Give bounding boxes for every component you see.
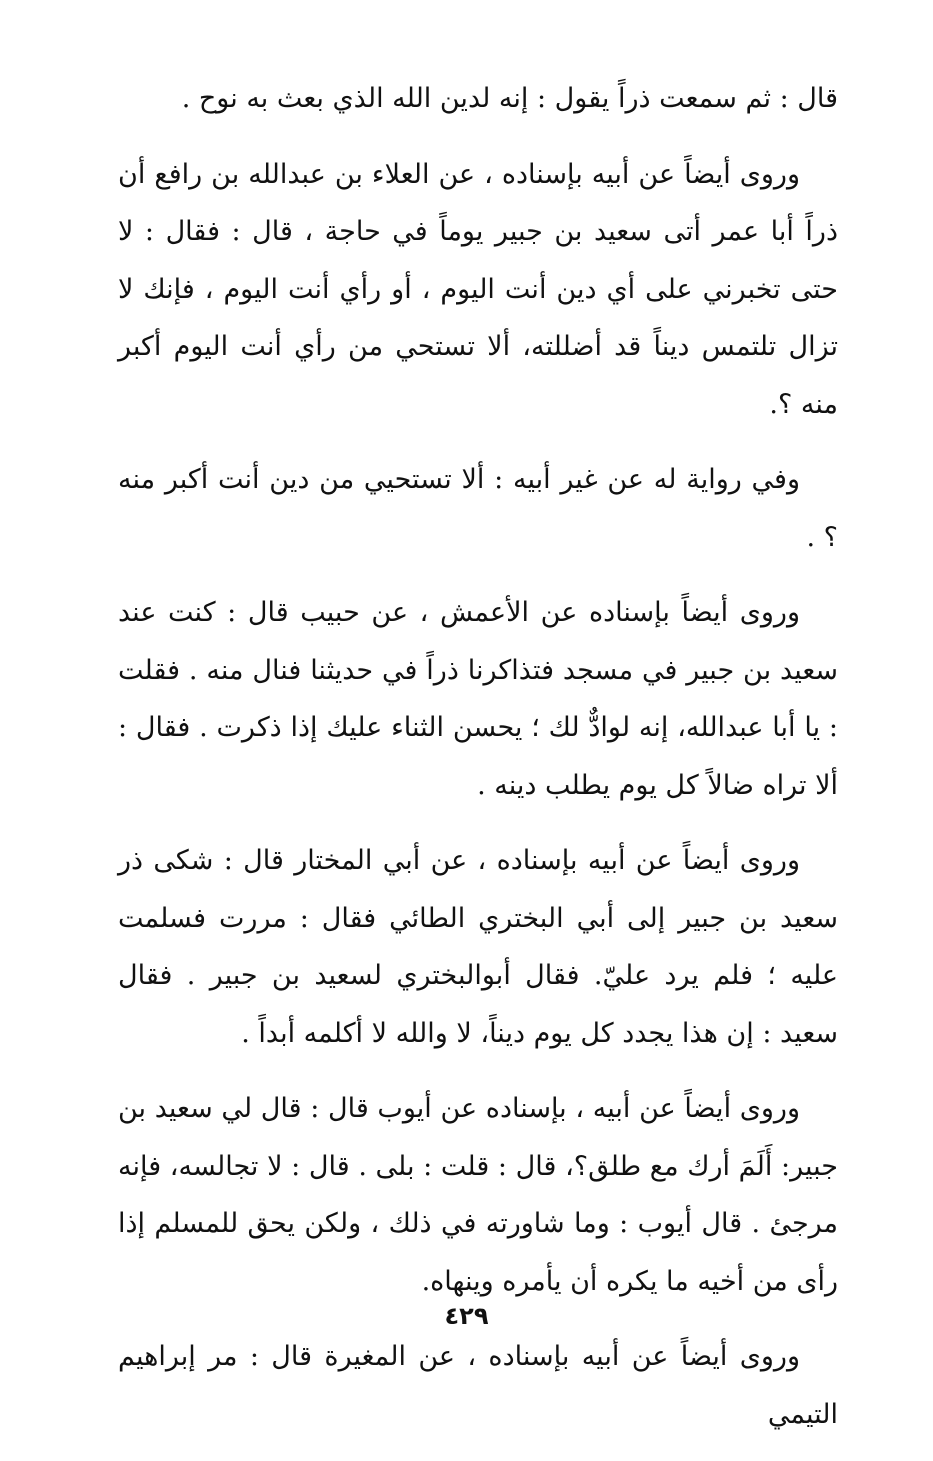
paragraph-3: وفي رواية له عن غير أبيه : ألا تستحيي من دين أنت أكبر منه ؟ . — [118, 464, 838, 553]
paragraph-7: وروى أيضاً عن أبيه بإسناده ، عن المغيرة قال : مر إبراهيم التيمي — [118, 1341, 838, 1430]
paragraph-4: وروى أيضاً بإسناده عن الأعمش ، عن حبيب قال : كنت عند سعيد بن جبير في مسجد فتذاكرنا ذراً في حديثنا فنال منه . فقلت : يا أبا عبدالله، إنه لوادٌّ لك ؛ يحسن الثناء عليك إذا ذكرت . فقال : ألا تراه ضالاً كل يوم يطلب دينه . — [118, 597, 838, 801]
main-text — [118, 70, 838, 1461]
paragraph-6: وروى أيضاً عن أبيه ، بإسناده عن أيوب قال : قال لي سعيد بن جبير: أَلَمَ أرك مع طلق؟، قال : قلت : بلى . قال : لا تجالسه، فإنه مرجئ . قال أيوب : وما شاورته في ذلك ، ولكن يحق للمسلم إذا رأى من أخيه ما يكره أن يأمره وينهاه. — [118, 1093, 838, 1297]
paragraph-2: وروى أيضاً عن أبيه بإسناده ، عن العلاء بن عبدالله بن رافع أن ذراً أبا عمر أتى سعيد بن جبير يوماً في حاجة ، قال : فقال : لا حتى تخبرني على أي دين أنت اليوم ، أو رأي أنت اليوم ، فإنك لا تزال تلتمس ديناً قد أضللته، ألا تستحي من رأي أنت اليوم أكبر منه ؟. — [118, 158, 838, 420]
paragraph-1: قال : ثم سمعت ذراً يقول : إنه لدين الله الذي بعث به نوح . — [181, 83, 838, 114]
paragraph-5: وروى أيضاً عن أبيه بإسناده ، عن أبي المختار قال : شكى ذر سعيد بن جبير إلى أبي البختري الطائي فقال : مررت فسلمت عليه ؛ فلم يرد عليّ. فقال أبوالبختري لسعيد بن جبير . فقال سعيد : إن هذا يجدد كل يوم ديناً، لا والله لا أكلمه أبداً . — [118, 845, 838, 1049]
page-number: ٤٢٩ — [444, 1302, 489, 1330]
